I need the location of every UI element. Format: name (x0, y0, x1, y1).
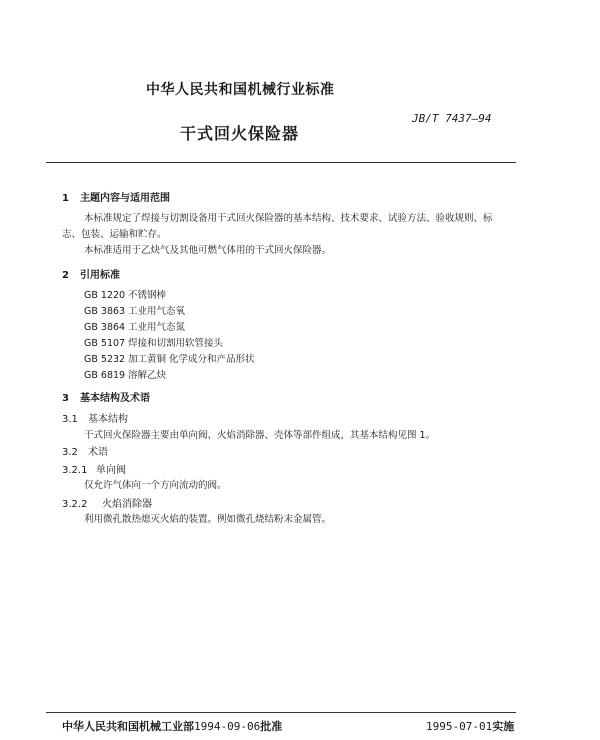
implementation-date: 1995-07-01 (426, 720, 493, 733)
section-title: 引用标准 (80, 270, 120, 281)
reference-title: 焊接和切割用软管接头 (128, 338, 224, 349)
subsection-title: 火焰消除器 (102, 499, 152, 510)
section-title: 主题内容与适用范围 (80, 193, 170, 204)
section-number: 3 (62, 393, 69, 404)
section-3-heading (62, 389, 150, 404)
reference-item (84, 287, 166, 301)
subsection-title: 单向阀 (96, 465, 126, 476)
issuing-organization: 中华人民共和国机械行业标准 (146, 82, 335, 98)
header-divider (46, 162, 516, 163)
subsection-3-2-2 (62, 495, 152, 510)
document-title: 干式回火保险器 (180, 124, 300, 143)
footer-divider (46, 712, 516, 713)
subsection-3-1 (62, 410, 128, 425)
reference-item (84, 335, 223, 349)
subsection-number: 3.1 (62, 414, 78, 425)
implementation-line (426, 718, 514, 734)
section-1-para-2: 本标准适用于乙炔气及其他可燃气体用的干式回火保险器。 (84, 245, 332, 256)
reference-title: 工业用气态氧 (128, 306, 186, 317)
reference-code: GB 6819 (84, 370, 126, 381)
section-1-para-1-line-2: 志、包装、运输和贮存。 (62, 229, 167, 240)
approval-line (62, 718, 282, 734)
reference-title: 溶解乙炔 (128, 370, 167, 381)
subsection-title: 术语 (88, 447, 108, 458)
reference-code: GB 3864 (84, 322, 126, 333)
section-number: 1 (62, 193, 69, 204)
reference-item (84, 351, 255, 365)
subsection-number: 3.2.2 (62, 499, 88, 510)
subsection-title: 基本结构 (88, 414, 128, 425)
section-number: 2 (62, 270, 69, 281)
section-title: 基本结构及术语 (80, 393, 150, 404)
subsection-3-2-1-text: 仅允许气体向一个方向流动的阀。 (84, 480, 227, 491)
reference-code: GB 5107 (84, 338, 126, 349)
reference-code: GB 1220 (84, 290, 126, 301)
reference-code: GB 5232 (84, 354, 126, 365)
approval-organization: 中华人民共和国机械工业部 (62, 720, 194, 733)
subsection-3-1-text: 干式回火保险器主要由单向阀、火焰消除器、壳体等部件组成，其基本结构见图 1。 (84, 430, 436, 441)
reference-item (84, 319, 185, 333)
reference-title: 不锈钢棒 (128, 290, 167, 301)
subsection-number: 3.2 (62, 447, 78, 458)
reference-title: 加工黄铜 化学成分和产品形状 (128, 354, 255, 365)
subsection-number: 3.2.1 (62, 465, 88, 476)
implementation-suffix: 实施 (492, 720, 515, 733)
standard-code: JB/T 7437—94 (412, 112, 492, 125)
reference-code: GB 3863 (84, 306, 126, 317)
section-2-heading (62, 266, 120, 281)
subsection-3-2-2-text: 利用微孔散热熄灭火焰的装置。例如微孔烧结粉末金属管。 (84, 514, 332, 525)
reference-item (84, 303, 185, 317)
subsection-3-2-1 (62, 461, 126, 476)
approval-suffix: 批准 (260, 720, 283, 733)
approval-date: 1994-09-06 (194, 720, 261, 733)
subsection-3-2 (62, 443, 108, 458)
section-1-heading (62, 189, 170, 204)
section-1-para-1-line-1: 本标准规定了焊接与切割设备用干式回火保险器的基本结构、技术要求、试验方法、验收规则、标 (84, 213, 493, 224)
reference-item (84, 367, 166, 381)
reference-title: 工业用气态氮 (128, 322, 186, 333)
